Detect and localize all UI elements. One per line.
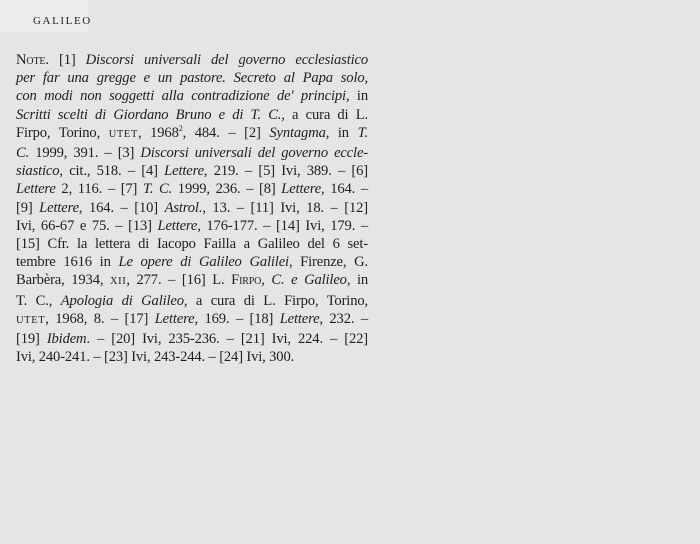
note-text: , — [261, 272, 272, 289]
note-line — [16, 330, 368, 348]
note-text: 2 — [178, 123, 183, 133]
italic-text: Astrol. — [164, 199, 203, 216]
italic-text: T. C. — [142, 181, 173, 198]
note-line — [16, 69, 368, 87]
note-text: 1999, 236. – [8] — [172, 181, 282, 198]
note-text: , in — [345, 88, 368, 105]
italic-text: Apologia di Galileo — [60, 292, 184, 309]
italic-text: C. e Galileo — [271, 272, 347, 289]
italic-text: Lettere — [16, 181, 56, 198]
note-label: Note. — [16, 52, 59, 68]
note-text: tembre 1616 in — [16, 254, 119, 271]
note-line — [16, 51, 368, 69]
note-line — [16, 162, 368, 180]
note-text: , 164. – [10] — [78, 199, 165, 216]
italic-text: Lettere — [281, 181, 322, 198]
note-text: [1] — [58, 52, 86, 68]
note-text: , 13. – [11] Ivi, 18. – [12] — [202, 199, 369, 216]
note-text: Ivi, 66-67 e 75. – [13] — [16, 217, 158, 234]
italic-text: Ibidem — [46, 331, 87, 348]
note-text: , 484. – [2] — [182, 124, 270, 141]
note-text: , 277. – [16] L. — [126, 272, 232, 289]
note-text: Firpo — [231, 272, 262, 289]
italic-text: con modi non soggetti alla contradizione de' principi — [16, 88, 346, 105]
note-text: , 164. – — [321, 181, 369, 198]
italic-text: Lettere — [157, 217, 198, 234]
note-text: . – [20] Ivi, 235-236. – [21] Ivi, 224. – [22] — [86, 331, 368, 348]
note-text: , 176-177. – [14] Ivi, 179. – — [197, 217, 368, 234]
note-text: UTET — [108, 128, 138, 140]
italic-text: Lettere — [39, 199, 79, 216]
note-line — [16, 253, 368, 271]
note-line — [16, 199, 368, 217]
note-line — [16, 271, 368, 291]
note-text: , a cura di L. Firpo, Torino, — [183, 292, 368, 309]
italic-text: Syntagma — [269, 124, 326, 141]
note-text: Firpo, Torino, — [16, 124, 109, 141]
note-line — [16, 217, 368, 235]
note-text: Barbèra, 1934, — [16, 272, 110, 289]
note-text: , cit., 518. – [4] — [59, 163, 165, 180]
italic-text: siastico — [16, 163, 60, 180]
note-text: [9] — [16, 199, 40, 216]
italic-text: Discorsi universali del governo eccle- — [140, 145, 369, 162]
note-text: , 232. – — [319, 310, 368, 327]
note-text: , 169. – [18] — [194, 310, 280, 327]
note-line — [16, 106, 368, 124]
note-text: [19] — [16, 331, 47, 348]
note-text: T. C., — [16, 292, 61, 309]
note-text: UTET — [16, 314, 46, 326]
italic-text: Discorsi universali del governo ecclesiastico — [85, 52, 368, 68]
note-text: [15] Cfr. la lettera di Iacopo Failla a Galileo del 6 set- — [16, 236, 368, 253]
note-text: , Firenze, G. — [288, 254, 369, 271]
italic-text: Lettere — [279, 310, 320, 327]
italic-text: C. — [16, 145, 30, 162]
italic-text: T. — [357, 124, 368, 141]
note-text: 1999, 391. – [3] — [29, 145, 141, 162]
note-text: , 1968 — [137, 124, 179, 141]
italic-text: per far una gregge e un pastore. Secreto al Papa solo, — [16, 70, 368, 87]
note-line — [16, 180, 368, 198]
note-line — [16, 235, 368, 253]
note-line — [16, 124, 368, 144]
note-text: 2, 116. – [7] — [55, 181, 143, 198]
italic-text: Scritti scelti di Giordano Bruno e di T. C. — [16, 106, 282, 123]
note-line — [16, 310, 368, 330]
note-block — [16, 51, 368, 366]
note-line — [16, 292, 368, 310]
note-text: Ivi, 240-241. – [23] Ivi, 243-244. – [24] Ivi, 300. — [16, 349, 295, 366]
note-line — [16, 87, 368, 105]
italic-text: Lettere — [154, 310, 195, 327]
italic-text: Lettere — [164, 163, 204, 180]
note-text: , 219. – [5] Ivi, 389. – [6] — [203, 163, 369, 180]
note-line — [16, 348, 368, 366]
note-line — [16, 144, 368, 162]
note-text: , 1968, 8. – [17] — [45, 310, 155, 327]
running-head: GALILEO — [33, 15, 92, 27]
italic-text: Le opere di Galileo Galilei — [118, 254, 289, 271]
note-text: , a cura di L. — [281, 106, 368, 123]
note-text: , in — [325, 124, 358, 141]
note-text: XII — [109, 276, 127, 288]
note-text: , in — [346, 272, 368, 289]
